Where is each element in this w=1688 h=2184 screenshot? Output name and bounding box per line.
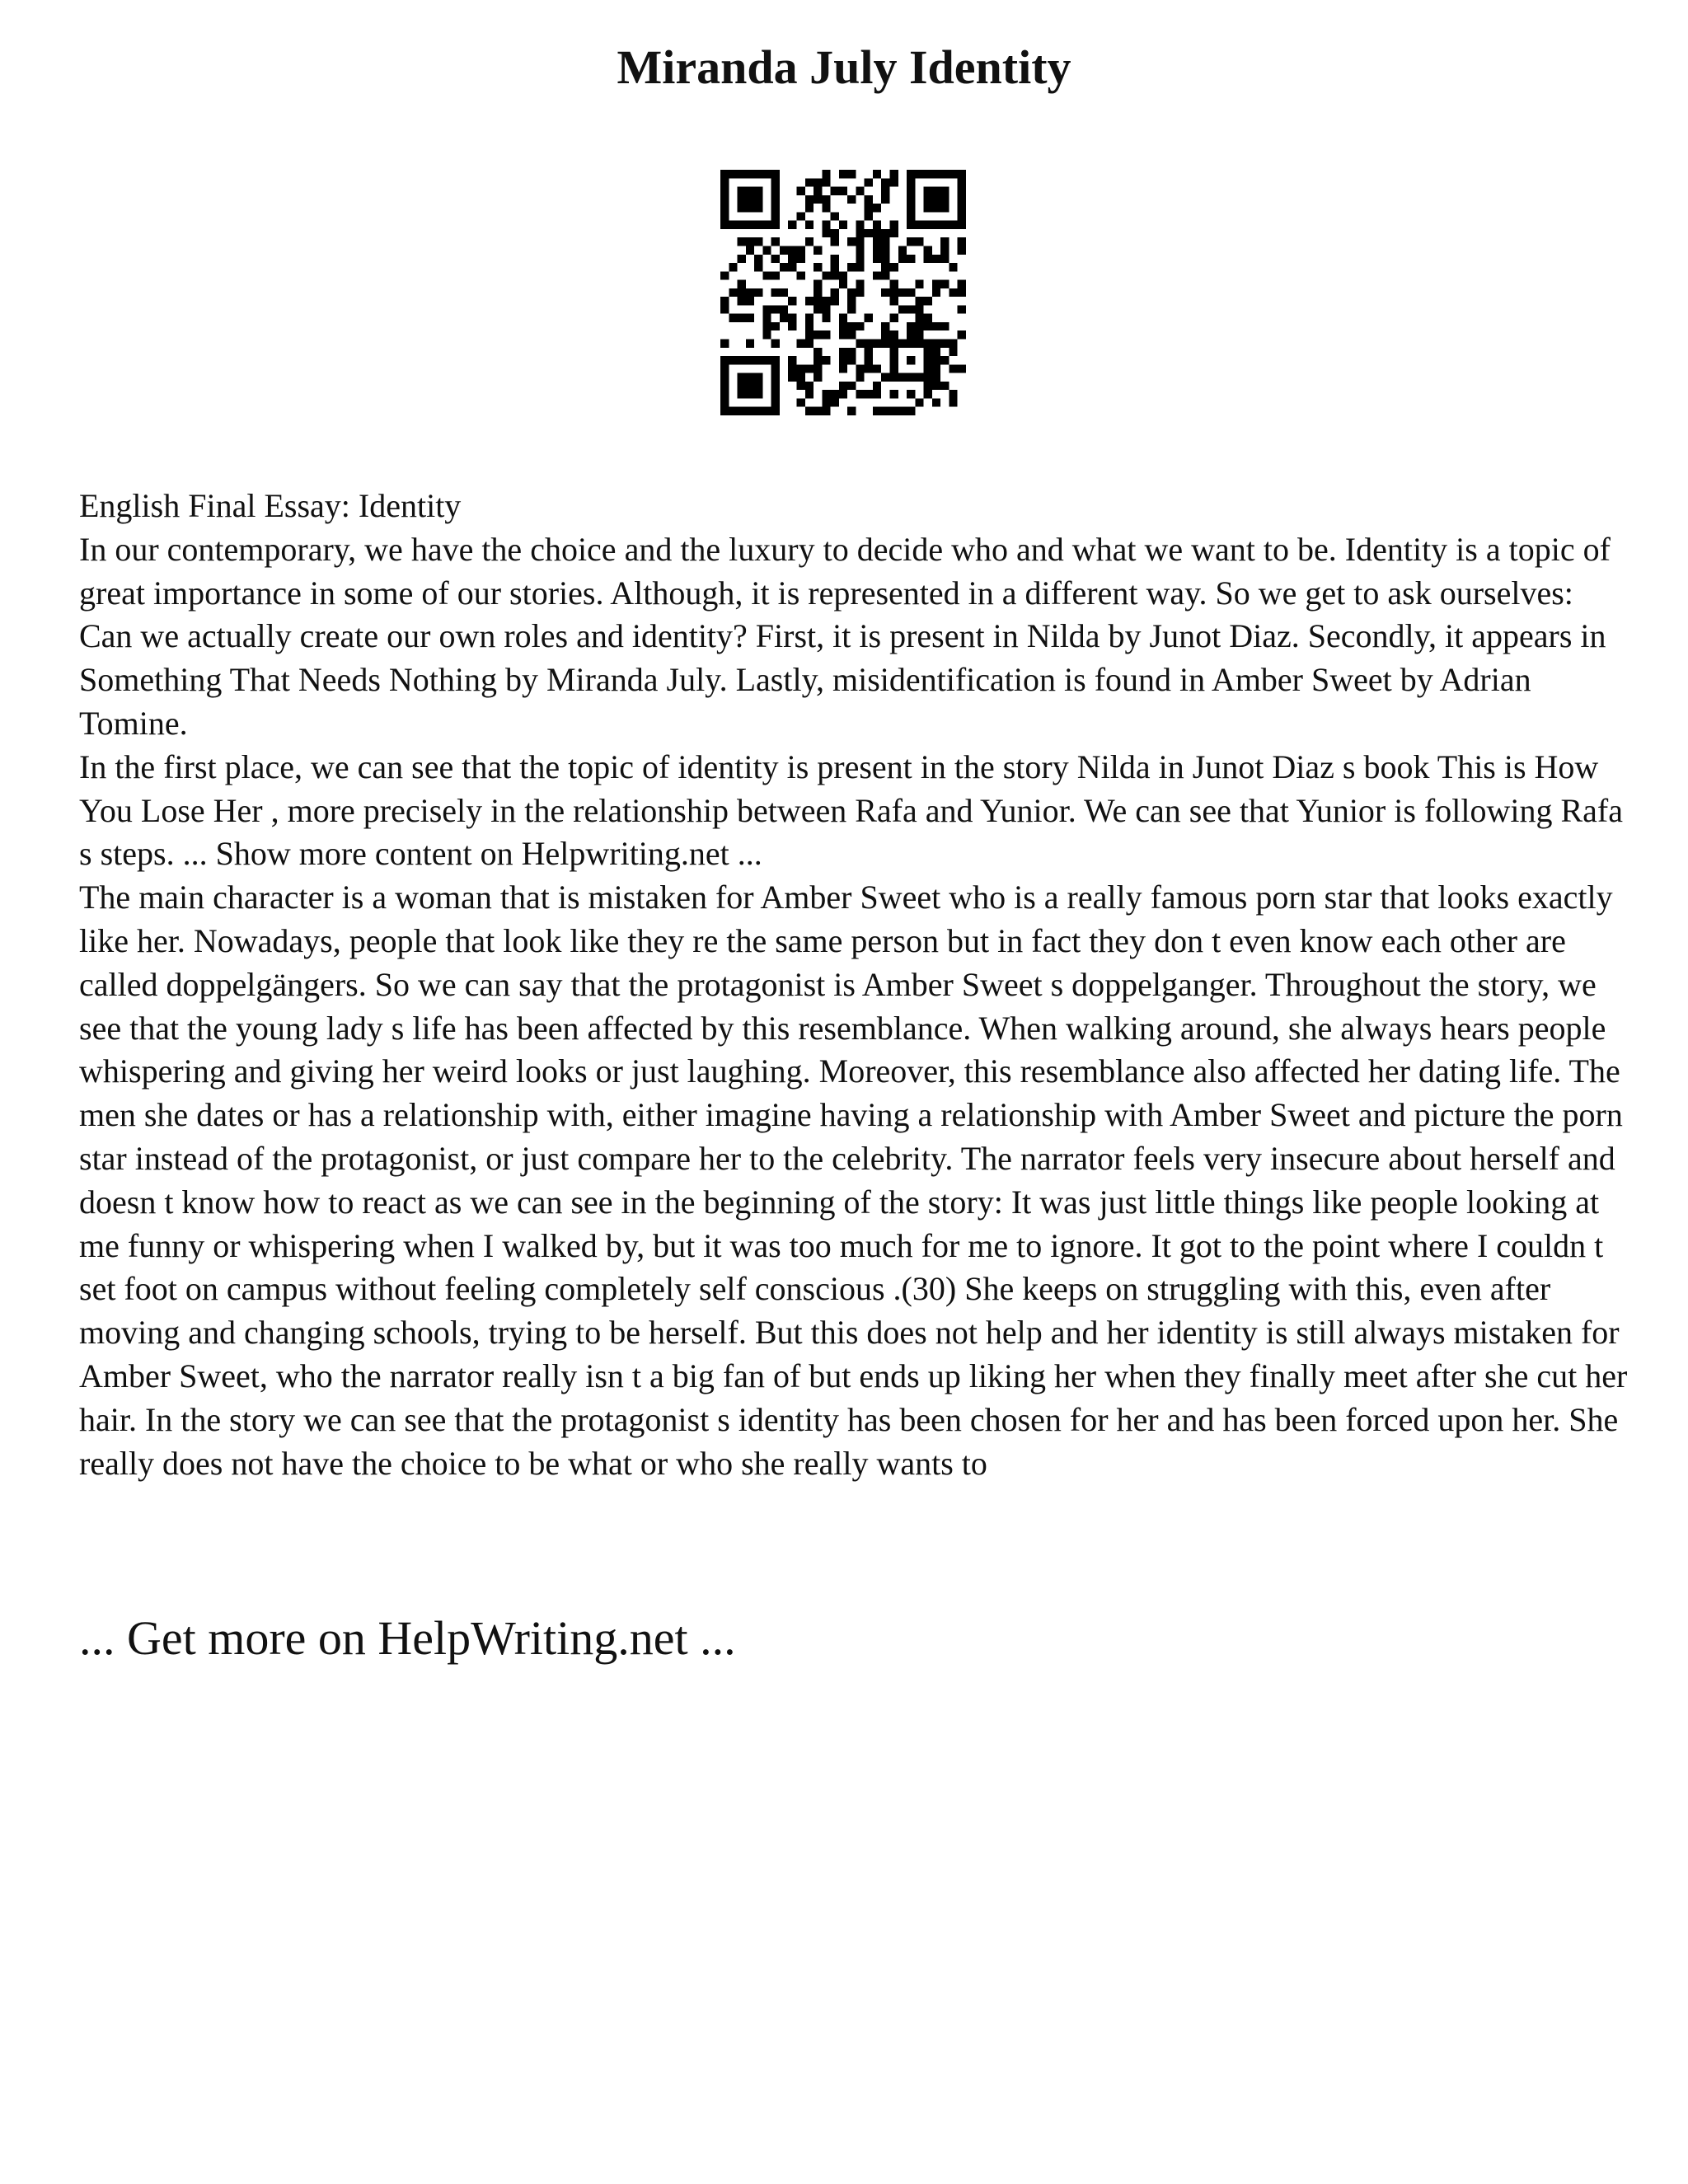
- qr-code-graphic: [720, 170, 966, 415]
- qr-code-icon[interactable]: [720, 170, 966, 415]
- essay-heading: English Final Essay: Identity: [79, 487, 462, 524]
- essay-body: [79, 485, 1629, 1485]
- page-title: Miranda July Identity: [617, 40, 1071, 94]
- essay-paragraph-intro: In our contemporary, we have the choice and the luxury to decide who and what we want to be. Identity is a topic of great importance in some of our stories. Although, it is represented in a different way. So we get to ask ourselves: Can we actually create our own roles and identity? First, it is present in Nilda by Junot Diaz. Secondly, it appears in Something That Needs Nothing by Miranda July. Lastly, misidentification is found in Amber Sweet by Adrian Tomine.: [79, 530, 1611, 742]
- essay-paragraph-nilda: In the first place, we can see that the topic of identity is present in the story Nilda in Junot Diaz s book This is How You Lose Her , more precisely in the relationship between Rafa and Yunior. We can see that Yunior is following Rafa s steps. ... Show more content on Helpwriting.net ...: [79, 748, 1623, 873]
- get-more-link[interactable]: ... Get more on HelpWriting.net ...: [79, 1611, 736, 1665]
- essay-paragraph-amber-sweet: The main character is a woman that is mistaken for Amber Sweet who is a really famous porn star that looks exactly like her. Nowadays, people that look like they re the same person but in fact they don t even know each other are called doppelgängers. So we can say that the protagonist is Amber Sweet s doppelganger. Throughout the story, we see that the young lady s life has been affected by this resemblance. When walking around, she always hears people whispering and giving her weird looks or just laughing. Moreover, this resemblance also affected her dating life. The men she dates or has a relationship with, either imagine having a relationship with Amber Sweet and picture the porn star instead of the protagonist, or just compare her to the celebrity. The narrator feels very insecure about herself and doesn t know how to react as we can see in the beginning of the story: It was just little things like people looking at me funny or whispering when I walked by, but it was too much for me to ignore. It got to the point where I couldn t set foot on campus without feeling completely self conscious .(30) She keeps on struggling with this, even after moving and changing schools, trying to be herself. But this does not help and her identity is still always mistaken for Amber Sweet, who the narrator really isn t a big fan of but ends up liking her when they finally meet after she cut her hair. In the story we can see that the protagonist s identity has been chosen for her and has been forced upon her. She really does not have the choice to be what or who she really wants to: [79, 879, 1628, 1482]
